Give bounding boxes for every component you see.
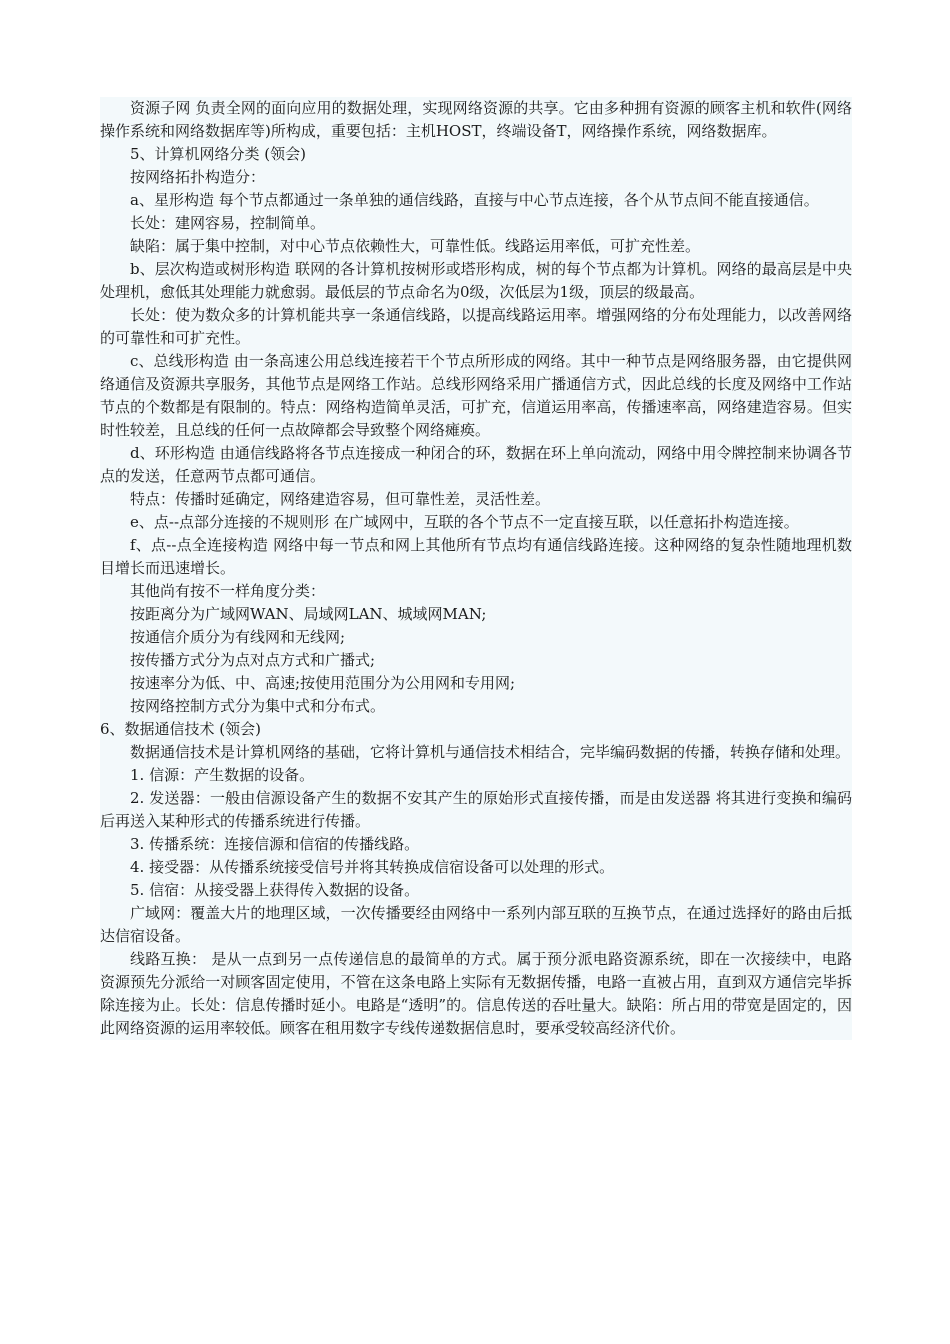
paragraph: 缺陷：属于集中控制，对中心节点依赖性大，可靠性低。线路运用率低，可扩充性差。 [130,237,701,255]
paragraph: 1. 信源：产生数据的设备。 [130,766,315,784]
paragraph: 按距离分为广域网WAN、局域网LAN、城域网MAN; [130,605,487,623]
paragraph: 数据通信技术是计算机网络的基础，它将计算机与通信技术相结合，完毕编码数据的传播，转换存储和处理。 [130,743,851,761]
paragraph: 线路互换： 是从一点到另一点传递信息的最简单的方式。属于预分派电路资源系统，即在一次接续中，电路资源预先分派给一对顾客固定使用，不管在这条电路上实际有无数据传播，电路一直被占用，直到双方通信完毕拆除连接为止。长处：信息传播时延小。电路是“透明”的。信息传送的吞吐量大。缺陷：所占用的带宽是固定的，因此网络资源的运用率较低。顾客在租用数字专线传递数据信息时，要承受较高经济代价。 [100,950,852,1037]
paragraph: 按通信介质分为有线网和无线网; [130,628,346,646]
paragraph: b、层次构造或树形构造 联网的各计算机按树形或塔形构成，树的每个节点都为计算机。网络的最高层是中央处理机，愈低其处理能力就愈弱。最低层的节点命名为0级，次低层为1级，顶层的级最高。 [100,260,852,301]
paragraph: 按传播方式分为点对点方式和广播式; [130,651,376,669]
paragraph: e、点--点部分连接的不规则形 在广域网中，互联的各个节点不一定直接互联，以任意拓扑构造连接。 [130,513,799,531]
paragraph: 其他尚有按不一样角度分类： [130,582,326,600]
document-body [100,97,852,1040]
paragraph: 按网络控制方式分为集中式和分布式。 [130,697,386,715]
paragraph: c、总线形构造 由一条高速公用总线连接若干个节点所形成的网络。其中一种节点是网络服务器，由它提供网络通信及资源共享服务，其他节点是网络工作站。总线形网络采用广播通信方式，因此总线的长度及网络中工作站节点的个数都是有限制的。特点：网络构造简单灵活，可扩充，信道运用率高，传播速率高，网络建造容易。但实时性较差，且总线的任何一点故障都会导致整个网络瘫痪。 [100,352,852,439]
paragraph: a、星形构造 每个节点都通过一条单独的通信线路，直接与中心节点连接，各个从节点间不能直接通信。 [130,191,819,209]
paragraph: 2. 发送器：一般由信源设备产生的数据不安其产生的原始形式直接传播，而是由发送器 将其进行变换和编码后再送入某种形式的传播系统进行传播。 [100,789,852,830]
paragraph: 5、计算机网络分类 (领会) [130,145,307,163]
paragraph: 资源子网 负责全网的面向应用的数据处理，实现网络资源的共享。它由多种拥有资源的顾客主机和软件(网络操作系统和网络数据库等)所构成，重要包括：主机HOST，终端设备T，网络操作系统，网络数据库。 [100,99,852,140]
paragraph: 特点：传播时延确定，网络建造容易，但可靠性差，灵活性差。 [130,490,551,508]
paragraph: d、环形构造 由通信线路将各节点连接成一种闭合的环，数据在环上单向流动，网络中用令牌控制来协调各节点的发送，任意两节点都可通信。 [100,444,852,485]
paragraph: 长处：建网容易，控制简单。 [130,214,326,232]
paragraph: f、点--点全连接构造 网络中每一节点和网上其他所有节点均有通信线路连接。这种网络的复杂性随地理机数目增长而迅速增长。 [100,536,852,577]
paragraph: 广域网：覆盖大片的地理区域，一次传播要经由网络中一系列内部互联的互换节点，在通过选择好的路由后抵达信宿设备。 [100,904,852,945]
paragraph: 3. 传播系统：连接信源和信宿的传播线路。 [130,835,420,853]
paragraph: 5. 信宿：从接受器上获得传入数据的设备。 [130,881,420,899]
paragraph: 按网络拓扑构造分： [130,168,266,186]
paragraph: 按速率分为低、中、高速;按使用范围分为公用网和专用网; [130,674,516,692]
paragraph: 长处：使为数众多的计算机能共享一条通信线路，以提高线路运用率。增强网络的分布处理能力，以改善网络的可靠性和可扩充性。 [100,306,852,347]
paragraph: 4. 接受器：从传播系统接受信号并将其转换成信宿设备可以处理的形式。 [130,858,615,876]
paragraph: 6、数据通信技术 (领会) [100,720,262,738]
